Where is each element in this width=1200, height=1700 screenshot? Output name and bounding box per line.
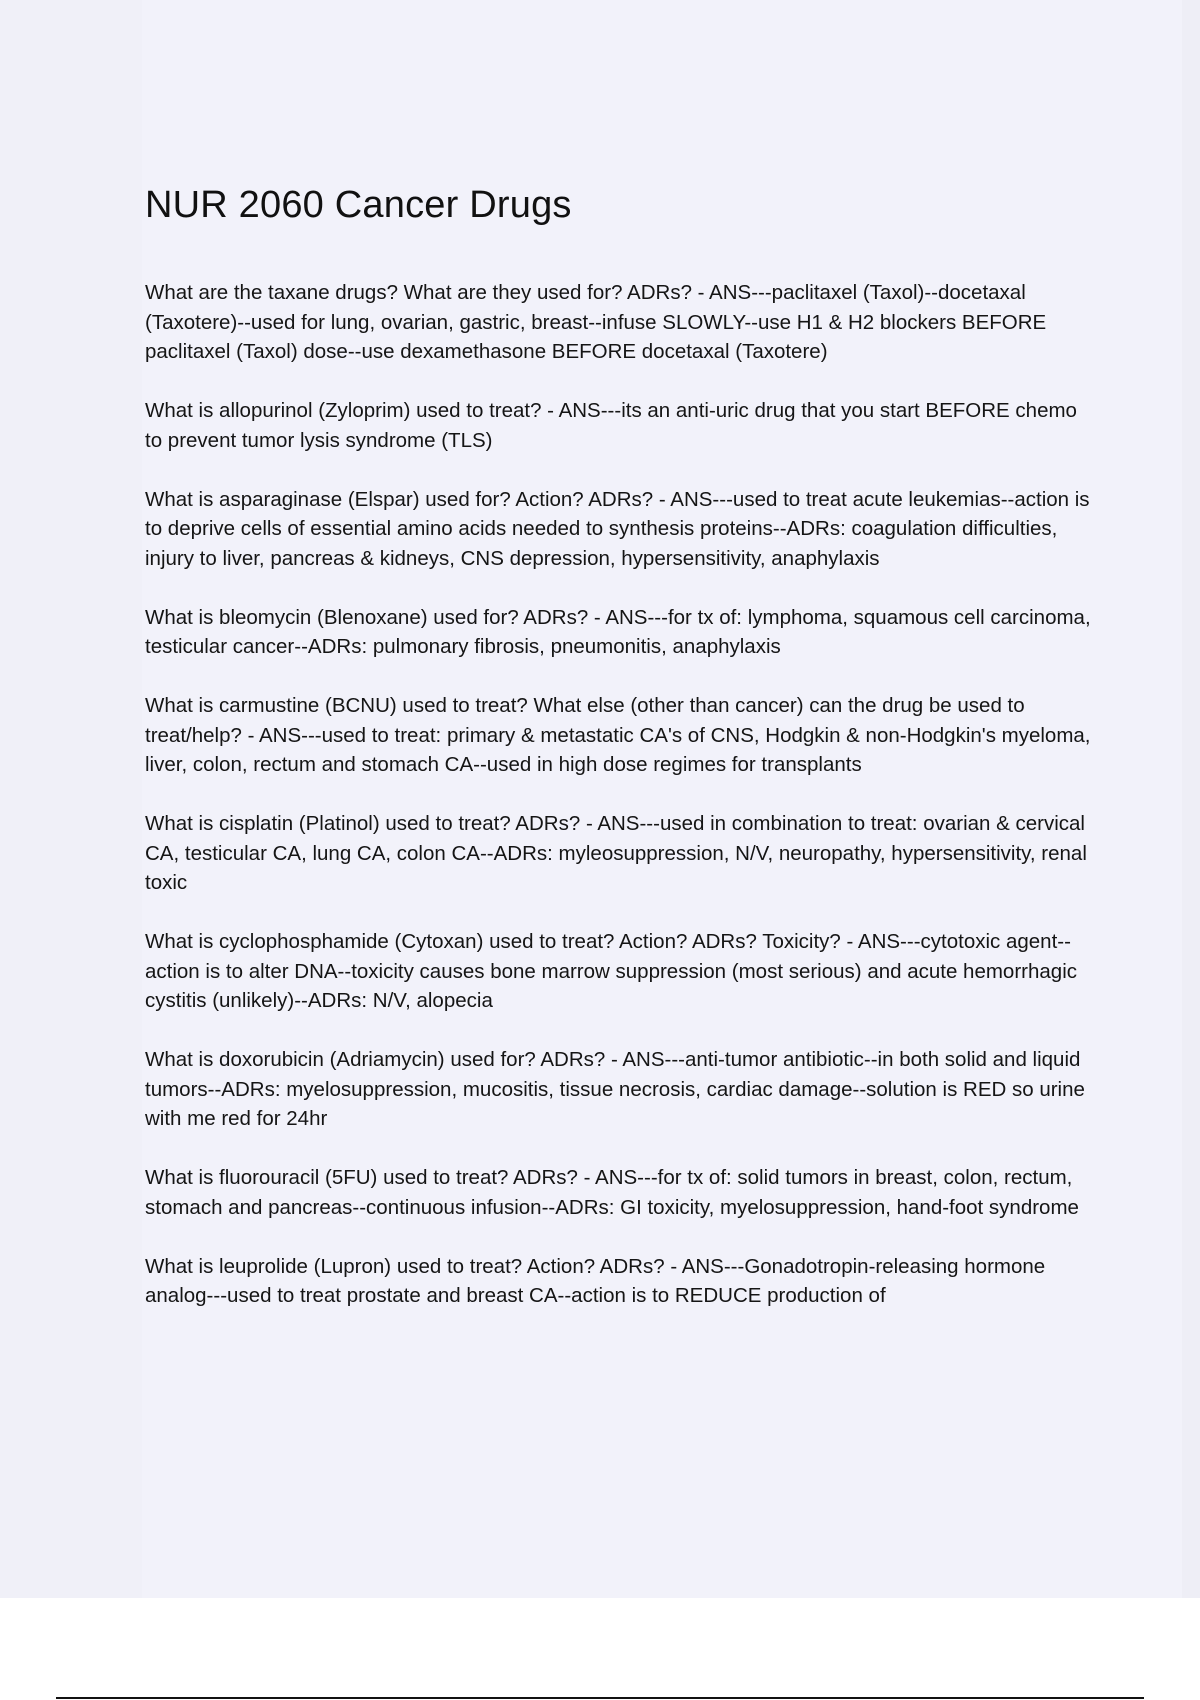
qa-entry-taxanes: What are the taxane drugs? What are they used for? ADRs? - ANS---paclitaxel (Taxol)--docetaxal (Taxotere)--used for lung, ovarian, gastric, breast--infuse SLOWLY--use H1 & H2 blockers BEFORE paclitaxel (Taxol) dose--use dexamethasone BEFORE docetaxal (Taxotere) <box>145 281 1047 363</box>
qa-entry-cisplatin: What is cisplatin (Platinol) used to treat? ADRs? - ANS---used in combination to treat: ovarian & cervical CA, testicular CA, lung CA, colon CA--ADRs: myleosuppression, N/V, neuropathy, hypersensitivity, renal toxic <box>145 812 1087 894</box>
qa-entry-asparaginase: What is asparaginase (Elspar) used for? Action? ADRs? - ANS---used to treat acute leukemias--action is to deprive cells of essential amino acids needed to synthesis proteins--ADRs: coagulation difficulties, injury to liver, pancreas & kidneys, CNS depression, hypersensitivity, anaphylaxis <box>145 487 1090 570</box>
footer-divider <box>56 1697 1144 1699</box>
qa-entry-allopurinol: What is allopurinol (Zyloprim) used to treat? - ANS---its an anti-uric drug that you start BEFORE chemo to prevent tumor lysis syndrome (TLS) <box>145 399 1077 452</box>
page-edge-shade <box>1182 0 1200 1598</box>
qa-entry-cyclophosphamide: What is cyclophosphamide (Cytoxan) used to treat? Action? ADRs? Toxicity? - ANS---cytotoxic agent--action is to alter DNA--toxicity causes bone marrow suppression (most serious) and acute hemorrhagic cystitis (unlikely)--ADRs: N/V, alopecia <box>145 930 1077 1012</box>
page-margin-shade <box>0 0 142 1598</box>
qa-entry-fluorouracil: What is fluorouracil (5FU) used to treat? ADRs? - ANS---for tx of: solid tumors in breast, colon, rectum, stomach and pancreas--continuous infusion--ADRs: GI toxicity, myelosuppression, hand-foot syndrome <box>145 1166 1079 1219</box>
qa-entry-leuprolide: What is leuprolide (Lupron) used to treat? Action? ADRs? - ANS---Gonadotropin-releasing hormone analog---used to treat prostate and breast CA--action is to REDUCE production of <box>145 1254 1046 1307</box>
qa-entry-bleomycin: What is bleomycin (Blenoxane) used for? ADRs? - ANS---for tx of: lymphoma, squamous cell carcinoma, testicular cancer--ADRs: pulmonary fibrosis, pneumonitis, anaphylaxis <box>145 605 1091 658</box>
qa-entry-doxorubicin: What is doxorubicin (Adriamycin) used for? ADRs? - ANS---anti-tumor antibiotic--in both solid and liquid tumors--ADRs: myelosuppression, mucositis, tissue necrosis, cardiac damage--solution is RED so urine with me red for 24hr <box>145 1048 1085 1130</box>
qa-list <box>145 278 1095 1340</box>
qa-entry-carmustine: What is carmustine (BCNU) used to treat? What else (other than cancer) can the drug be used to treat/help? - ANS---used to treat: primary & metastatic CA's of CNS, Hodgkin & non-Hodgkin's myeloma, liver, colon, rectum and stomach CA--used in high dose regimes for transplants <box>145 694 1091 776</box>
document-title: NUR 2060 Cancer Drugs <box>145 184 572 226</box>
